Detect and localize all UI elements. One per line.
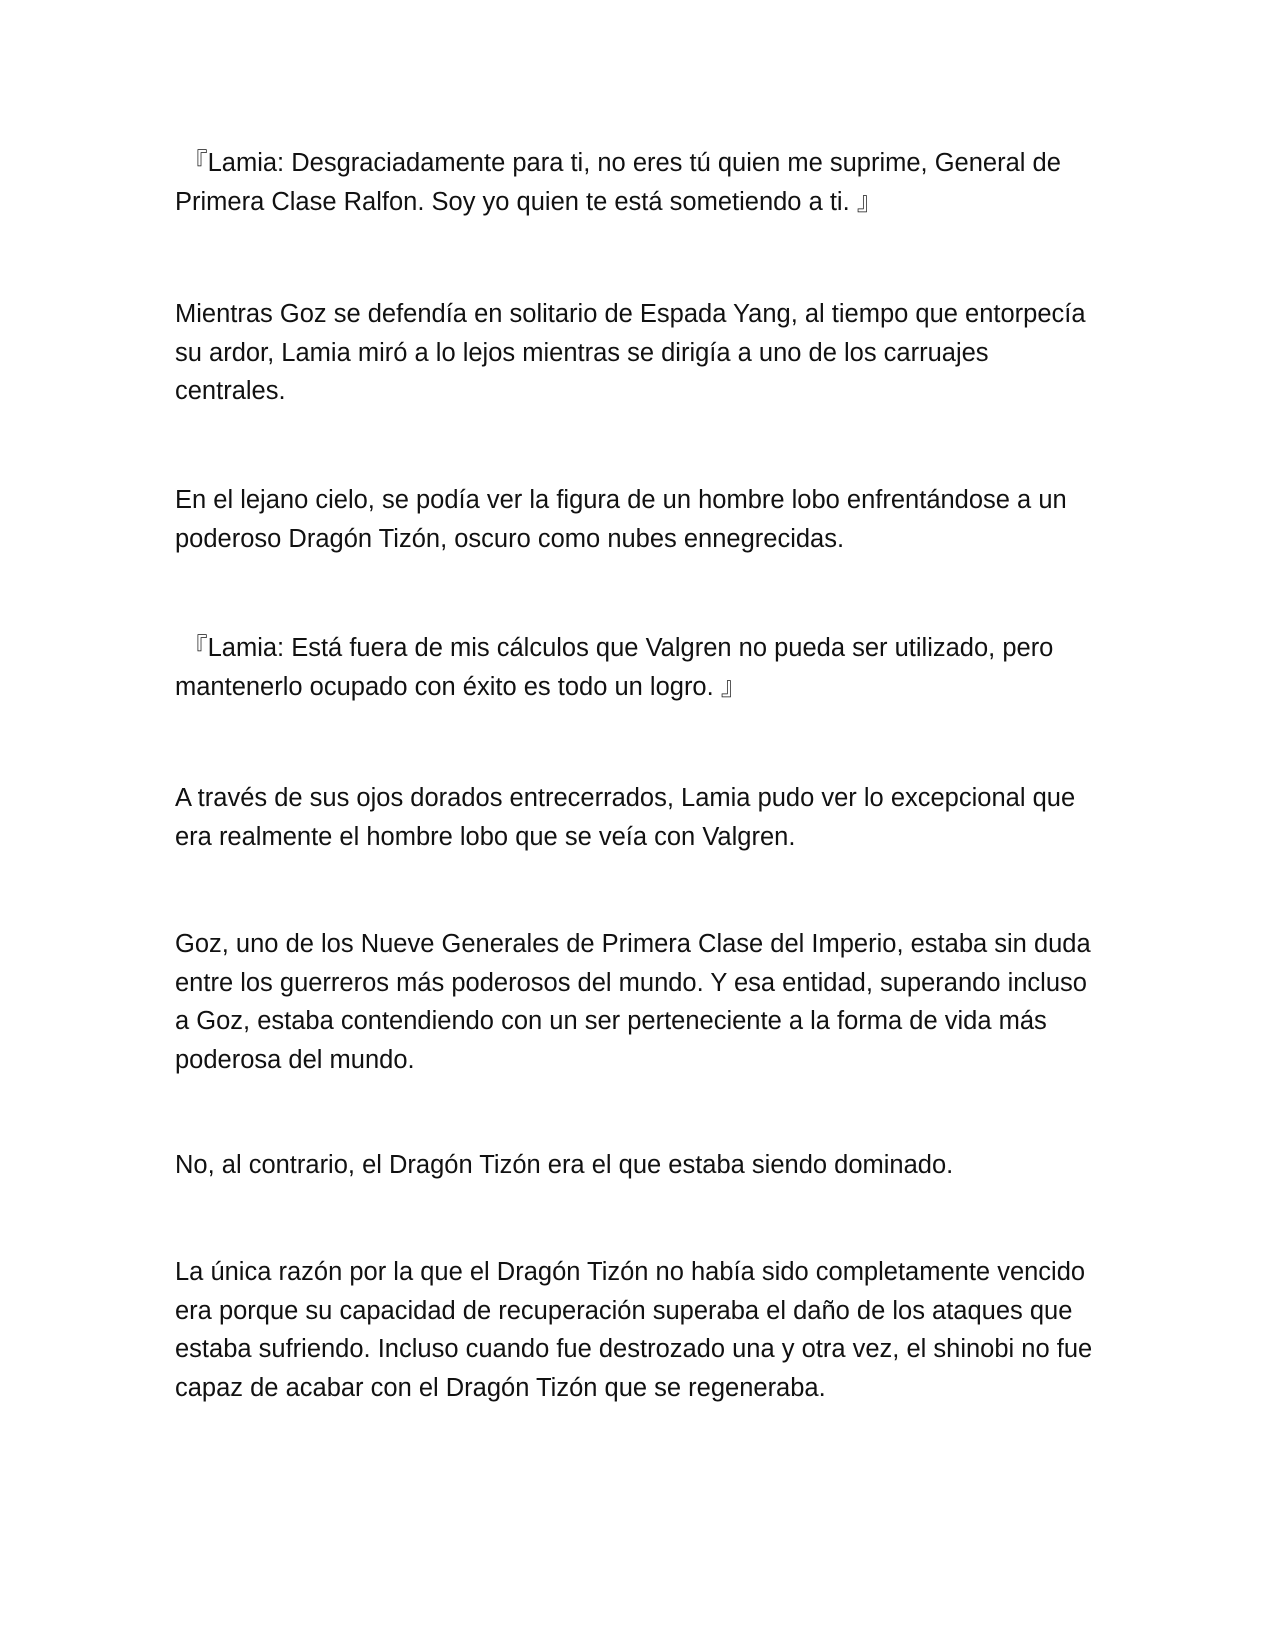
- paragraph-5: A través de sus ojos dorados entrecerrados, Lamia pudo ver lo excepcional que era realmente el hombre lobo que se veía con Valgren.: [175, 784, 1083, 851]
- paragraph-8: La única razón por la que el Dragón Tizón no había sido completamente vencido era porque su capacidad de recuperación superaba el daño de los ataques que estaba sufriendo. Incluso cuando fue destrozado una y otra vez, el shinobi no fue capaz de acabar con el Dragón Tizón que se regeneraba.: [175, 1258, 1100, 1402]
- paragraph-3: En el lejano cielo, se podía ver la figura de un hombre lobo enfrentándose a un poderoso Dragón Tizón, oscuro como nubes ennegrecidas.: [175, 486, 1074, 553]
- paragraph-1: 『Lamia: Desgraciadamente para ti, no eres tú quien me suprime, General de Primera Clase Ralfon. Soy yo quien te está sometiendo a ti. 』: [175, 149, 1068, 216]
- paragraph-4: 『Lamia: Está fuera de mis cálculos que Valgren no pueda ser utilizado, pero mantenerlo ocupado con éxito es todo un logro. 』: [175, 634, 1061, 701]
- paragraph-6: Goz, uno de los Nueve Generales de Primera Clase del Imperio, estaba sin duda entre los guerreros más poderosos del mundo. Y esa entidad, superando incluso a Goz, estaba contendiendo con un ser perteneciente a la forma de vida más poderosa del mundo.: [175, 930, 1098, 1074]
- paragraph-2: Mientras Goz se defendía en solitario de Espada Yang, al tiempo que entorpecía su ardor, Lamia miró a lo lejos mientras se dirigía a uno de los carruajes centrales.: [175, 300, 1093, 405]
- paragraph-7: No, al contrario, el Dragón Tizón era el que estaba siendo dominado.: [175, 1151, 954, 1179]
